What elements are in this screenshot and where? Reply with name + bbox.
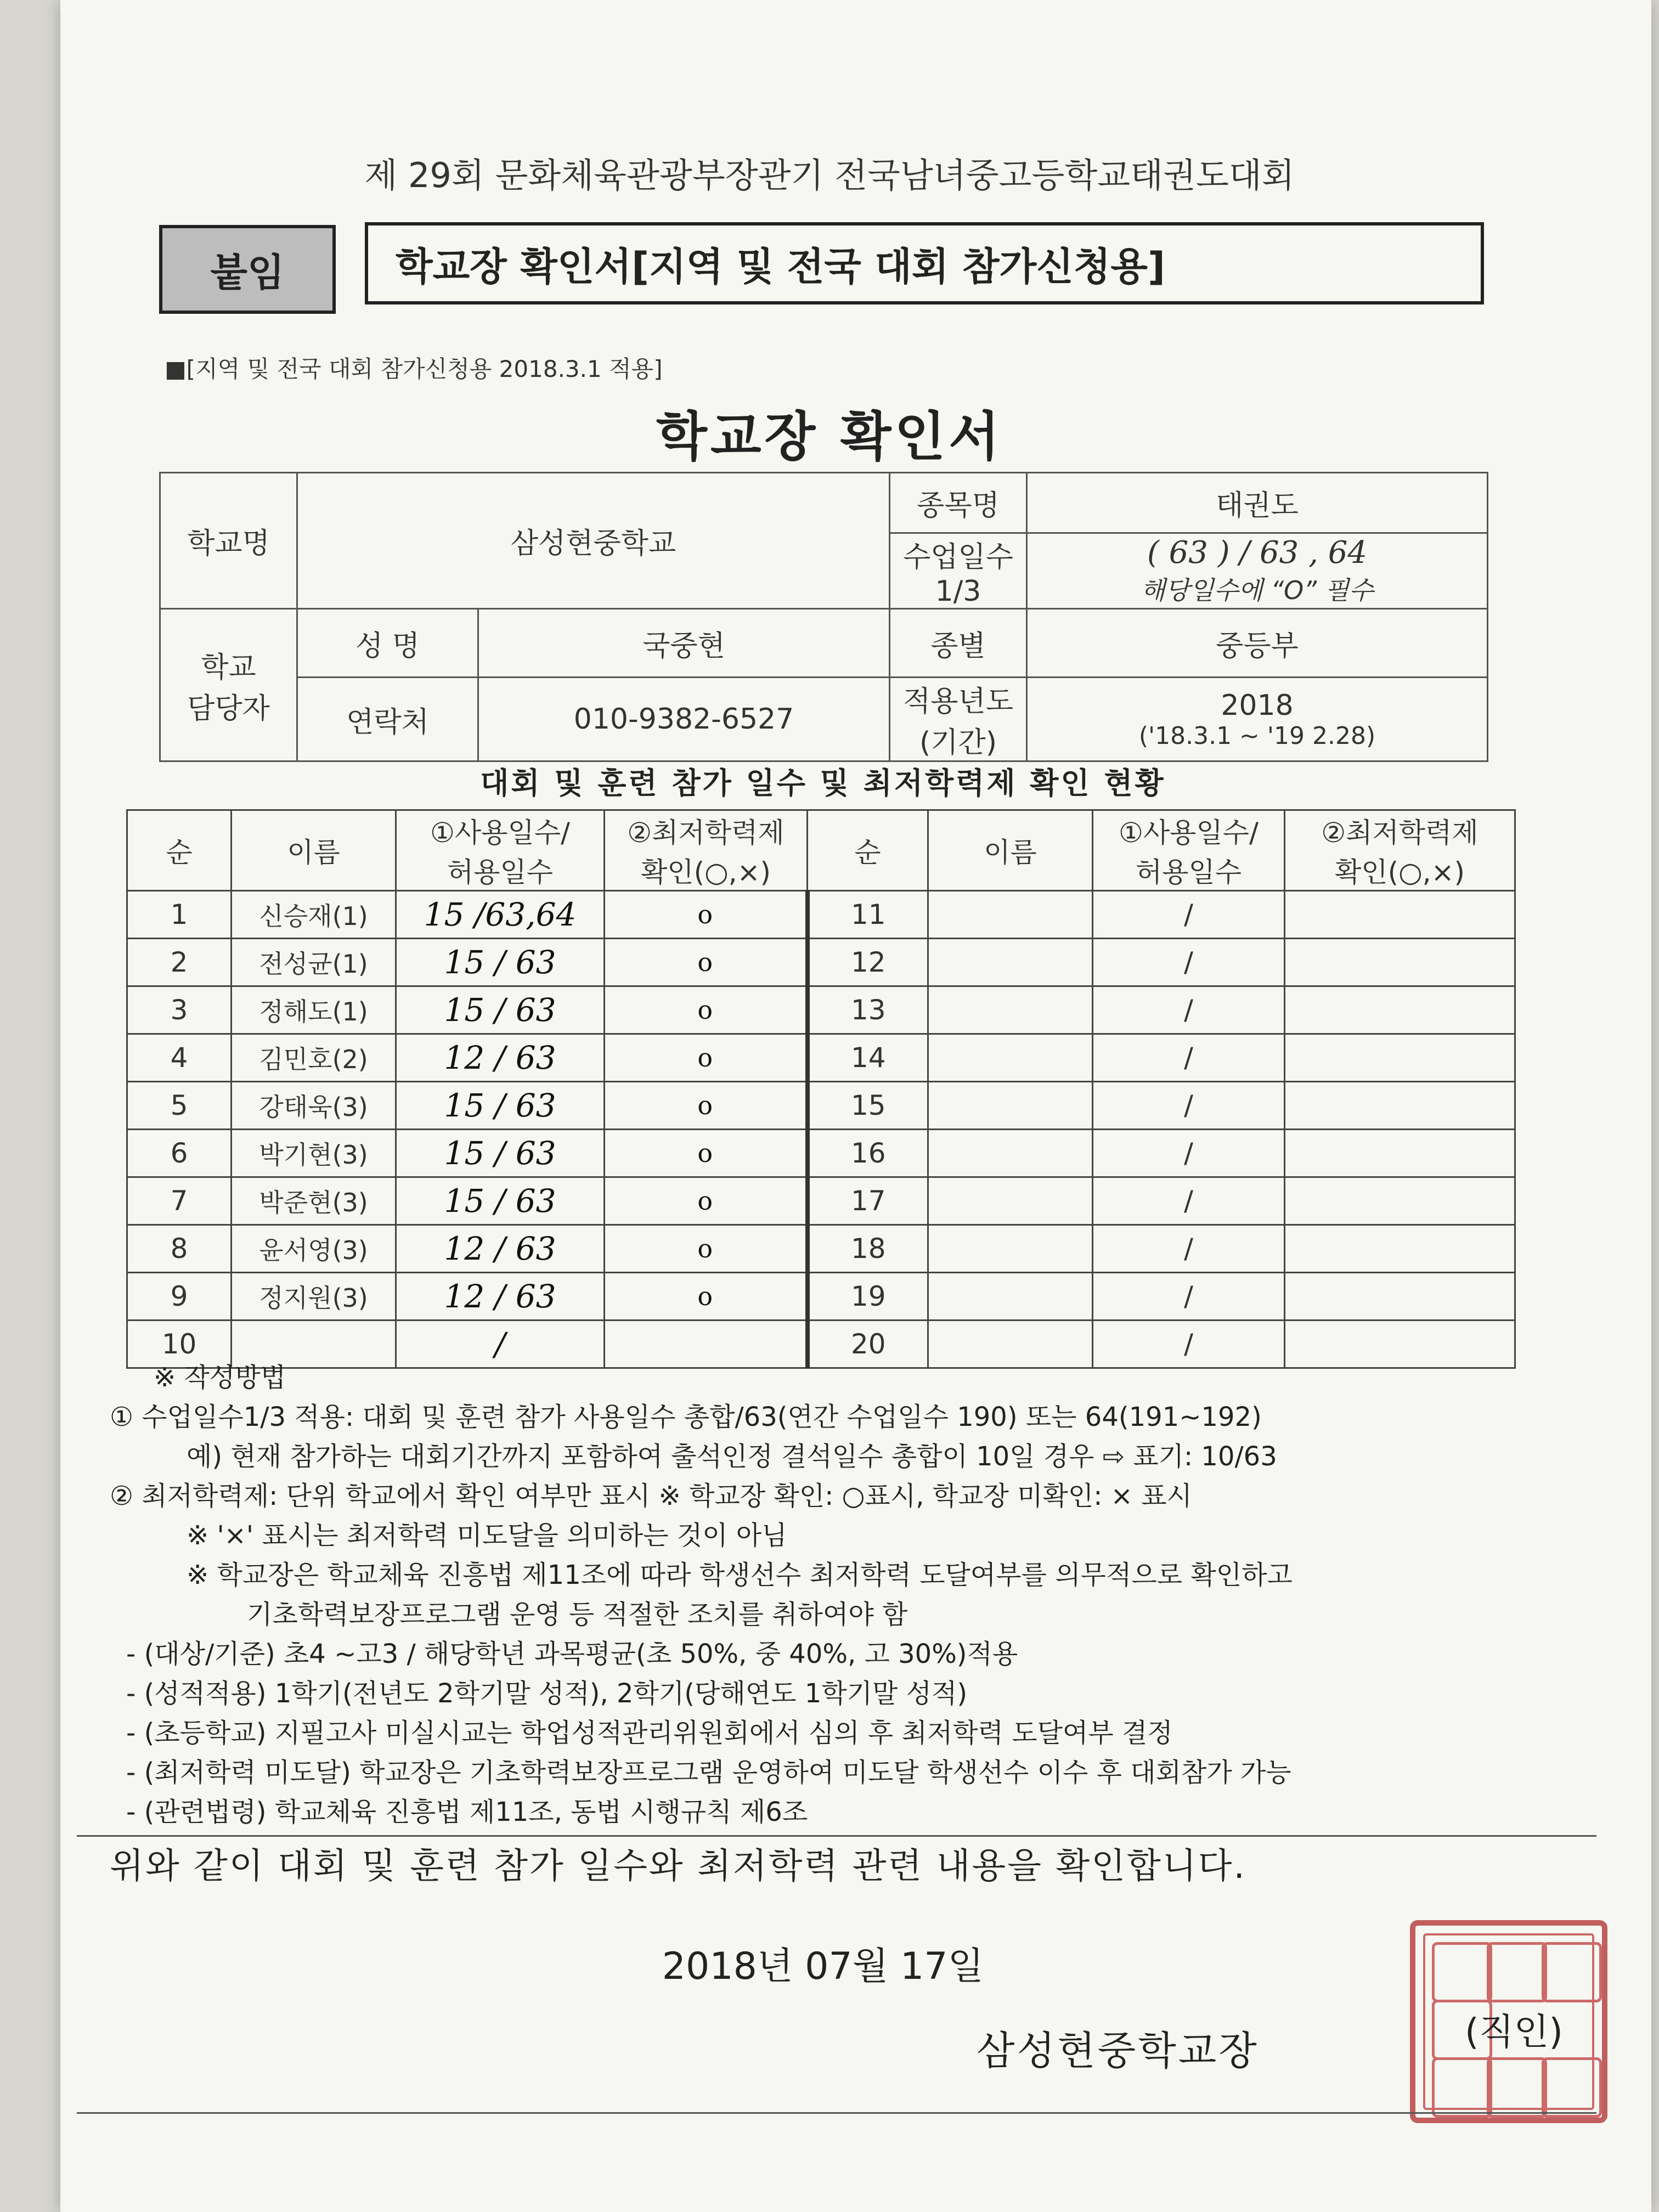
note-line: 예) 현재 참가하는 대회기간까지 포함하여 출석인정 결석일수 총합이 10일 경우 ⇨ 표기: 10/63 [187,1441,1277,1472]
row-no: 19 [808,1273,928,1321]
row-no: 3 [127,986,232,1034]
col-name-right: 이름 [928,810,1093,891]
student-name: 정해도(1) [232,986,396,1034]
school-name-label: 학교명 [160,473,297,609]
row-no: 20 [808,1321,928,1368]
col-check-line1: ②최저학력제 [627,817,785,849]
apply-year-value-line2: ('18.3.1 ~ '19 2.28) [1138,721,1376,750]
table-row [127,986,1515,1034]
subject-heading: 학교장 확인서[지역 및 전국 대회 참가신청용] [365,222,1484,304]
check-mark: o [605,986,808,1034]
used-days: 12 / 63 [396,1273,605,1321]
divider [77,1835,1596,1837]
seal-label: (직인) [1465,2011,1564,2053]
seal-glyph [1542,1942,1602,2002]
seal-glyph [1487,2057,1547,2118]
student-name: 신승재(1) [232,891,396,939]
manager-label [160,609,297,761]
note-heading: ※ 작성방법 [154,1362,286,1393]
col-name: 이름 [232,810,396,891]
student-name [928,1034,1093,1082]
apply-year-label [890,678,1027,761]
used-days: 12 / 63 [396,1034,605,1082]
row-no: 1 [127,891,232,939]
class-days-label-line1: 수업일수 [903,541,1013,574]
form-note: ■[지역 및 전국 대회 참가신청용 2018.3.1 적용] [165,356,663,382]
seal-glyph [1432,2057,1492,2118]
bottom-divider [77,2112,1596,2114]
row-no: 6 [127,1130,232,1177]
table-row [127,1273,1515,1321]
used-days: 12 / 63 [396,1225,605,1273]
row-no: 18 [808,1225,928,1273]
note-line: - (관련법령) 학교체육 진흥법 제11조, 동법 시행규칙 제6조 [126,1797,808,1827]
row-no: 9 [127,1273,232,1321]
row-no: 10 [127,1321,232,1368]
student-name [928,1082,1093,1130]
row-no: 17 [808,1177,928,1225]
check-mark: o [605,1177,808,1225]
check-mark [1285,1225,1515,1273]
check-mark [1285,1177,1515,1225]
contact-label: 연락처 [297,678,478,761]
class-days-label [890,533,1027,609]
manager-name-label: 성 명 [297,609,478,678]
check-mark: o [605,1225,808,1273]
class-days-value-line2: 해당일수에 “O” 필수 [1141,575,1374,605]
apply-year-value-line1: 2018 [1221,689,1294,722]
manager-label-line2: 담당자 [187,692,270,725]
row-no: 4 [127,1034,232,1082]
used-days: 15 / 63 [396,1082,605,1130]
used-days: / [1093,1273,1285,1321]
student-name: 김민호(2) [232,1034,396,1082]
school-info-table [159,472,1488,762]
used-days: / [1093,1321,1285,1368]
school-name-value: 삼성현중학교 [297,473,890,609]
student-name: 윤서영(3) [232,1225,396,1273]
col-check-line2: 확인(○,×) [640,856,771,888]
student-name [928,891,1093,939]
table-row [127,1082,1515,1130]
check-mark [1285,1082,1515,1130]
note-line: - (최저학력 미도달) 학교장은 기초학력보장프로그램 운영하여 미도달 학생선수 이수 후 대회참가 가능 [126,1757,1291,1788]
class-days-label-line2: 1/3 [935,575,981,608]
document-title: 학교장 확인서 [656,406,1003,467]
division-label: 종별 [890,609,1027,678]
student-name: 강태욱(3) [232,1082,396,1130]
note-line: ① 수업일수1/3 적용: 대회 및 훈련 참가 사용일수 총합/63(연간 수업일수 190) 또는 64(191~192) [110,1402,1262,1432]
table-row [127,1034,1515,1082]
col-no: 순 [127,810,232,891]
note-line: - (초등학교) 지필고사 미실시교는 학업성적관리위원회에서 심의 후 최저학력 도달여부 결정 [126,1718,1173,1748]
note-line: - (대상/기준) 초4 ~고3 / 해당학년 과목평균(초 50%, 중 40%, 고 30%)적용 [126,1639,1018,1669]
row-no: 7 [127,1177,232,1225]
used-days: 15 /63,64 [396,891,605,939]
check-mark [1285,939,1515,986]
seal-glyph [1432,1942,1492,2002]
student-name: 전성균(1) [232,939,396,986]
check-mark [1285,1273,1515,1321]
class-days-value-line1: ( 63 ) / 63 , 64 [1147,535,1367,571]
apply-year-value [1027,678,1488,761]
used-days: 15 / 63 [396,1177,605,1225]
row-no: 5 [127,1082,232,1130]
student-name [928,1273,1093,1321]
table-row [127,1177,1515,1225]
used-days: / [1093,1034,1285,1082]
attachment-tag: 붙임 [159,225,336,314]
check-mark [1285,891,1515,939]
manager-name-value: 국중현 [478,609,890,678]
student-name [928,1130,1093,1177]
table-row [127,1225,1515,1273]
writing-instructions [110,1358,1591,1832]
row-no: 13 [808,986,928,1034]
used-days: / [1093,1177,1285,1225]
table-row [127,1130,1515,1177]
used-days: / [1093,1130,1285,1177]
check-mark: o [605,939,808,986]
used-days: / [1093,1082,1285,1130]
note-line: ② 최저학력제: 단위 학교에서 확인 여부만 표시 ※ 학교장 확인: ○표시, 학교장 미확인: × 표시 [110,1481,1192,1511]
division-value: 중등부 [1027,609,1488,678]
row-no: 14 [808,1034,928,1082]
sport-value: 태권도 [1027,473,1488,533]
event-title: 제 29회 문화체육관광부장관기 전국남녀중고등학교태권도대회 [364,155,1295,195]
class-days-value [1027,533,1488,609]
principal-signature: 삼성현중학교장 [977,2028,1259,2074]
apply-year-label-line1: 적용년도 [903,685,1013,718]
seal-glyph [1487,1942,1547,2002]
col-days-right [1093,810,1285,891]
apply-year-label-line2: (기간) [919,726,997,759]
student-name: 박준현(3) [232,1177,396,1225]
row-no: 11 [808,891,928,939]
table-row [127,939,1515,986]
student-name: 박기현(3) [232,1130,396,1177]
col-days-line1: ①사용일수/ [430,817,570,849]
col-check [605,810,808,891]
col-days-right-line1: ①사용일수/ [1119,817,1259,849]
used-days: 15 / 63 [396,939,605,986]
col-days [396,810,605,891]
note-line: - (성적적용) 1학기(전년도 2학기말 성적), 2학기(당해연도 1학기말 성적) [126,1678,968,1709]
used-days: 15 / 63 [396,986,605,1034]
col-no-right: 순 [808,810,928,891]
student-name: 정지원(3) [232,1273,396,1321]
section-title: 대회 및 훈련 참가 일수 및 최저학력제 확인 현황 [480,766,1166,800]
row-no: 2 [127,939,232,986]
check-mark: o [605,1273,808,1321]
used-days: / [1093,1225,1285,1273]
issue-date: 2018년 07월 17일 [662,1945,984,1988]
check-mark: o [605,1034,808,1082]
check-mark: o [605,1130,808,1177]
participation-table [126,809,1516,1369]
col-days-line2: 허용일수 [447,856,554,888]
sport-label: 종목명 [890,473,1027,533]
note-line: ※ '×' 표시는 최저학력 미도달을 의미하는 것이 아님 [187,1520,787,1551]
row-no: 15 [808,1082,928,1130]
col-days-right-line2: 허용일수 [1135,856,1242,888]
col-check-right [1285,810,1515,891]
used-days: 15 / 63 [396,1130,605,1177]
used-days: / [1093,891,1285,939]
manager-label-line1: 학교 [201,651,256,684]
note-line: ※ 학교장은 학교체육 진흥법 제11조에 따라 학생선수 최저학력 도달여부를 의무적으로 확인하고 [187,1560,1293,1590]
student-name [928,1177,1093,1225]
col-check-right-line2: 확인(○,×) [1334,856,1465,888]
used-days: / [396,1321,605,1368]
used-days: / [1093,939,1285,986]
row-no: 16 [808,1130,928,1177]
row-no: 12 [808,939,928,986]
used-days: / [1093,986,1285,1034]
check-mark: o [605,1082,808,1130]
check-mark [1285,1034,1515,1082]
row-no: 8 [127,1225,232,1273]
student-name [928,939,1093,986]
check-mark [1285,1130,1515,1177]
seal-glyph [1542,2057,1602,2118]
student-name [928,986,1093,1034]
student-name [928,1225,1093,1273]
confirmation-statement: 위와 같이 대회 및 훈련 참가 일수와 최저학력 관련 내용을 확인합니다. [110,1846,1246,1887]
note-line: 기초학력보장프로그램 운영 등 적절한 조치를 취하여야 함 [247,1599,908,1630]
col-check-right-line1: ②최저학력제 [1321,817,1479,849]
contact-value: 010-9382-6527 [478,678,890,761]
check-mark [1285,986,1515,1034]
check-mark: o [605,891,808,939]
table-row [127,891,1515,939]
